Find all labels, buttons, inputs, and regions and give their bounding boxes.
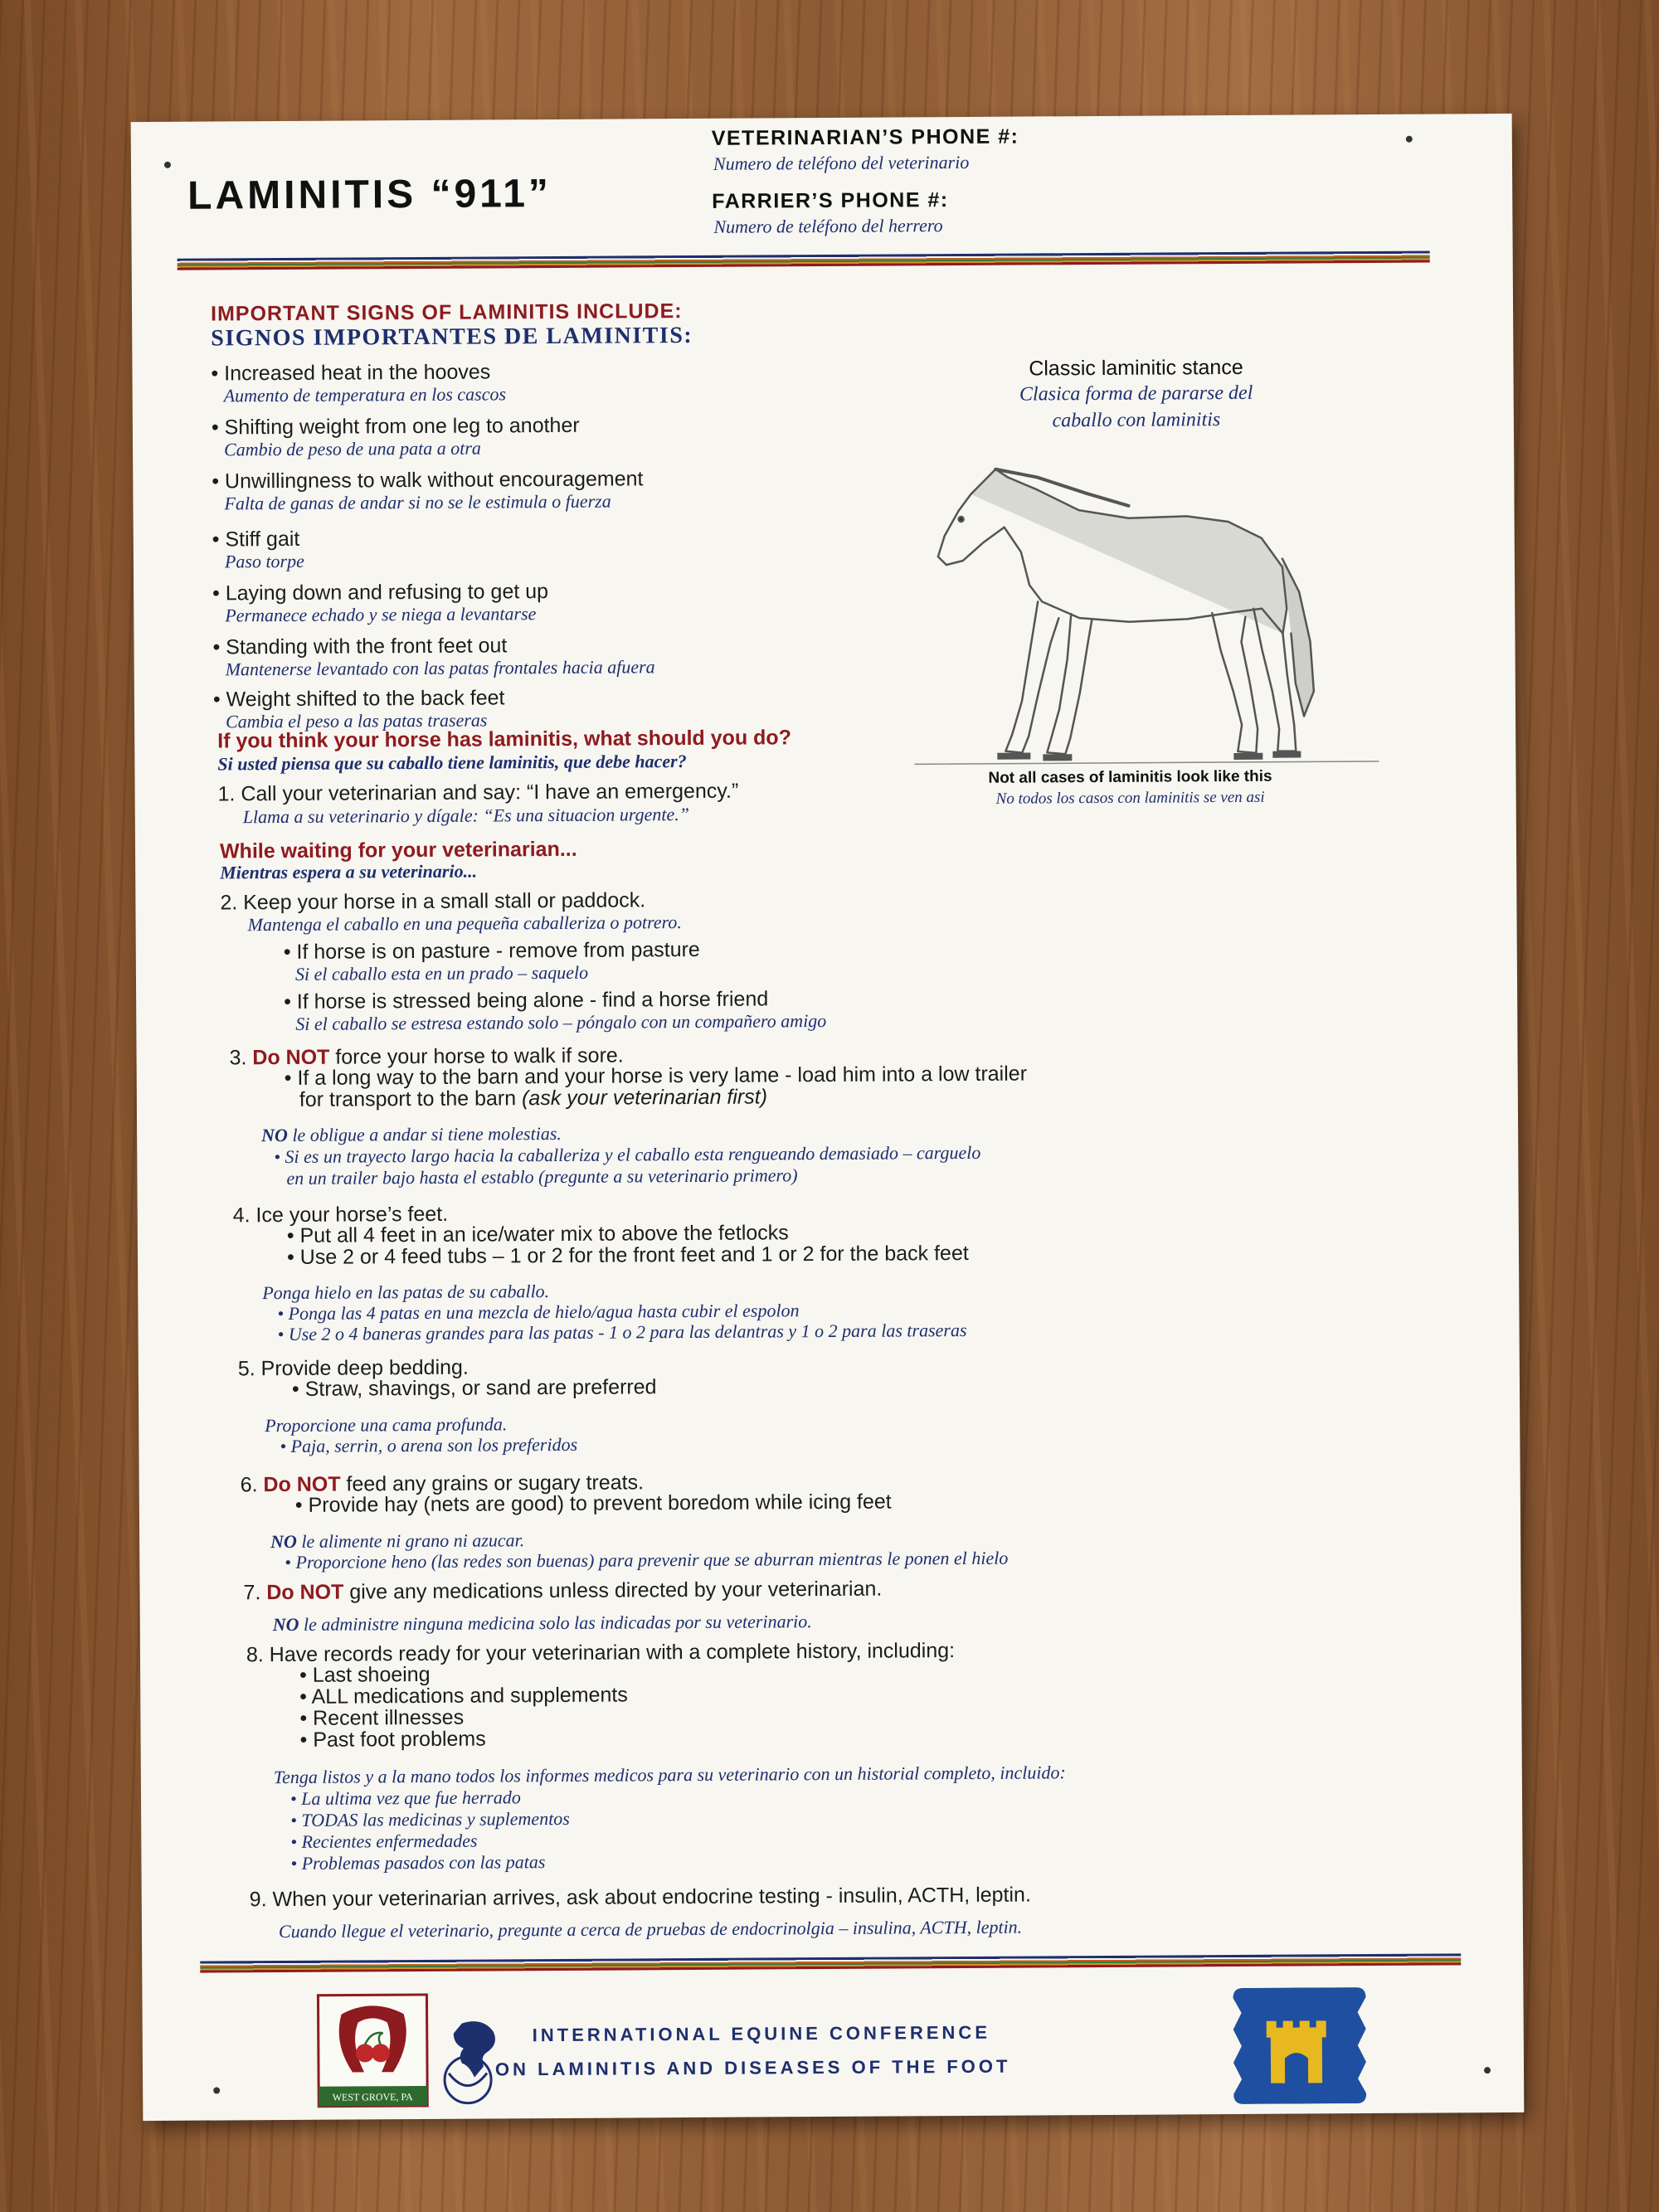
header-divider (178, 251, 1430, 270)
step-6-es (270, 1529, 524, 1553)
step-8-item: • ALL medications and supplements (299, 1683, 628, 1709)
no-emphasis: NO (272, 1613, 299, 1636)
step-6-sub-es: • Proporcione heno (las redes son buenas) para prevenir que se aburran mientras le ponen el hielo (285, 1547, 1009, 1573)
waiting-heading: While waiting for your veterinarian... (219, 837, 577, 863)
step-8: 8. Have records ready for your veterinarian with a complete history, including: (246, 1639, 956, 1667)
sign-item: • Standing with the front feet out (212, 634, 508, 659)
step-8-item-es: • La ultima vez que fue herrado (289, 1787, 521, 1809)
step-3-sub-es-cont: en un trailer bajo hasta el establo (pregunte a su veterinario primero) (286, 1164, 798, 1189)
farrier-phone-label-es: Numero de teléfono del herrero (713, 215, 943, 237)
step-2-sub-es: Si el caballo se estresa estando solo – póngalo con un compañero amigo (295, 1010, 827, 1034)
illustration-caption-es-1: Clasica forma de pararse del (1019, 382, 1253, 406)
step-2: 2. Keep your horse in a small stall or paddock. (220, 888, 646, 915)
step-text: le obligue a andar si tiene molestias. (287, 1122, 562, 1145)
punch-hole (1406, 136, 1413, 143)
step-4: 4. Ice your horse’s feet. (232, 1202, 449, 1228)
step-3-sub-es: • Si es un trayecto largo hacia la caballeriza y el caballo esta rengueando demasiado – carguelo (274, 1141, 981, 1168)
illustration-caption-es-2: caballo con laminitis (1052, 409, 1221, 432)
no-emphasis: NO (270, 1530, 297, 1553)
step-1-es: Llama a su veterinario y dígale: “Es una situacion urgente.” (242, 804, 689, 828)
step-9: 9. When your veterinarian arrives, ask about endocrine testing - insulin, ACTH, leptin. (249, 1883, 1031, 1912)
sign-item-es: Cambio de peso de una pata a otra (223, 437, 481, 460)
question-heading-es: Si usted piensa que su caballo tiene laminitis, que debe hacer? (217, 751, 687, 775)
step-text: le alimente ni grano ni azucar. (296, 1529, 525, 1552)
sign-item: • Increased heat in the hooves (211, 360, 491, 386)
step-5-sub: • Straw, shavings, or sand are preferred (291, 1375, 657, 1401)
step-2-es: Mantenga el caballo en una pequeña caballeriza o potrero. (247, 912, 682, 936)
step-2-sub-es: Si el caballo esta en un prado – saquelo (294, 961, 589, 984)
question-heading: If you think your horse has laminitis, what should you do? (217, 726, 792, 753)
illustration-note: Not all cases of laminitis look like this (988, 767, 1272, 787)
step-5-es: Proporcione una cama profunda. (265, 1413, 508, 1437)
sign-item-es: Cambia el peso a las patas traseras (225, 709, 488, 732)
waiting-heading-es: Mientras espera a su veterinario... (220, 860, 478, 883)
step-2-sub: • If horse is on pasture - remove from pasture (283, 937, 700, 965)
illustration-note-es: No todos los casos con laminitis se ven asi (995, 788, 1265, 808)
step-text-italic: (ask your veterinarian first) (521, 1085, 768, 1111)
cherry-knoll-farm-logo (316, 1993, 429, 2108)
step-4-sub: • Put all 4 feet in an ice/water mix to above the fetlocks (286, 1221, 789, 1247)
step-text: le administre ninguna medicina solo las indicadas por su veterinario. (299, 1611, 812, 1635)
do-not-emphasis: Do NOT (252, 1045, 330, 1070)
sign-item: • Laying down and refusing to get up (212, 580, 549, 605)
horse-sketch-illustration (912, 442, 1379, 776)
step-8-item: • Past foot problems (299, 1727, 486, 1752)
sign-item-es: Aumento de temperatura en los cascos (223, 383, 507, 406)
step-text: feed any grains or sugary treats. (340, 1471, 645, 1496)
poster-title: LAMINITIS “911” (187, 172, 552, 218)
vet-phone-label: VETERINARIAN’S PHONE #: (711, 124, 1019, 150)
do-not-emphasis: Do NOT (266, 1580, 344, 1605)
step-5-sub-es: • Paja, serrin, o arena son los preferidos (280, 1433, 578, 1457)
step-4-sub-es: • Use 2 o 4 baneras grandes para las patas - 1 o 2 para las delantras y 1 o 2 para las traseras (277, 1319, 967, 1345)
step-4-sub-es: • Ponga las 4 patas en una mezcla de hielo/agua hasta cubir el espolon (277, 1300, 800, 1325)
punch-hole (164, 162, 171, 168)
step-5: 5. Provide deep bedding. (237, 1355, 469, 1381)
punch-hole (213, 2087, 220, 2093)
step-text: give any medications unless directed by your veterinarian. (343, 1577, 883, 1604)
conference-name-line1: INTERNATIONAL EQUINE CONFERENCE (532, 2021, 991, 2046)
svg-text:WEST GROVE, PA: WEST GROVE, PA (332, 2091, 413, 2103)
step-9-es: Cuando llegue el veterinario, pregunte a cerca de pruebas de endocrinolgia – insulina, ACTH, leptin. (278, 1916, 1023, 1942)
step-7 (243, 1578, 882, 1606)
step-number: 6. (240, 1473, 258, 1497)
punch-hole (1484, 2067, 1491, 2073)
step-text: for transport to the barn (299, 1087, 523, 1111)
step-3-sub-cont (299, 1085, 767, 1111)
farrier-phone-label: FARRIER’S PHONE #: (712, 188, 949, 213)
step-8-item: • Recent illnesses (299, 1705, 465, 1730)
step-8-item-es: • TODAS las medicinas y suplementos (290, 1807, 570, 1830)
step-1: 1. Call your veterinarian and say: “I have an emergency.” (217, 779, 739, 806)
sign-item: • Stiff gait (212, 527, 300, 552)
sign-item: • Weight shifted to the back feet (212, 686, 505, 712)
step-8-es: Tenga listos y a la mano todos los informes medicos para su veterinario con un historial completo, incluido: (273, 1762, 1066, 1788)
conference-name-line2: ON LAMINITIS AND DISEASES OF THE FOOT (494, 2055, 1011, 2080)
step-3-es (261, 1123, 562, 1146)
castle-crest-logo (1233, 1987, 1366, 2104)
step-8-item: • Last shoeing (299, 1662, 431, 1687)
signs-heading: IMPORTANT SIGNS OF LAMINITIS INCLUDE: (210, 299, 683, 326)
step-text: force your horse to walk if sore. (329, 1043, 624, 1069)
step-7-es (273, 1611, 812, 1636)
signs-heading-es: SIGNOS IMPORTANTES DE LAMINITIS: (211, 322, 693, 352)
illustration-caption: Classic laminitic stance (1029, 355, 1243, 381)
sign-item-es: Paso torpe (224, 550, 304, 572)
laminitis-poster (131, 114, 1525, 2121)
sign-item: • Shifting weight from one leg to another (211, 413, 580, 440)
footer-divider (200, 1953, 1461, 1972)
step-number: 7. (243, 1581, 261, 1605)
do-not-emphasis: Do NOT (263, 1472, 341, 1497)
no-emphasis: NO (261, 1124, 288, 1146)
sign-item: • Unwillingness to walk without encouragement (212, 467, 644, 493)
step-2-sub: • If horse is stressed being alone - find a horse friend (284, 987, 769, 1014)
sign-item-es: Mantenerse levantado con las patas frontales hacia afuera (225, 656, 655, 680)
step-6-sub: • Provide hay (nets are good) to prevent boredom while icing feet (294, 1490, 892, 1517)
step-number: 3. (229, 1046, 247, 1070)
step-8-item-es: • Recientes enfermedades (290, 1830, 478, 1852)
step-4-sub: • Use 2 or 4 feed tubs – 1 or 2 for the front feet and 1 or 2 for the back feet (286, 1241, 969, 1269)
vet-phone-label-es: Numero de teléfono del veterinario (713, 151, 970, 174)
sign-item-es: Permanece echado y se niega a levantarse (225, 603, 537, 626)
step-3-sub: • If a long way to the barn and your horse is very lame - load him into a low trailer (284, 1062, 1028, 1090)
sign-item-es: Falta de ganas de andar si no se le estimula o fuerza (224, 490, 611, 514)
step-8-item-es: • Problemas pasados con las patas (290, 1851, 546, 1874)
step-4-es: Ponga hielo en las patas de su caballo. (262, 1281, 550, 1304)
